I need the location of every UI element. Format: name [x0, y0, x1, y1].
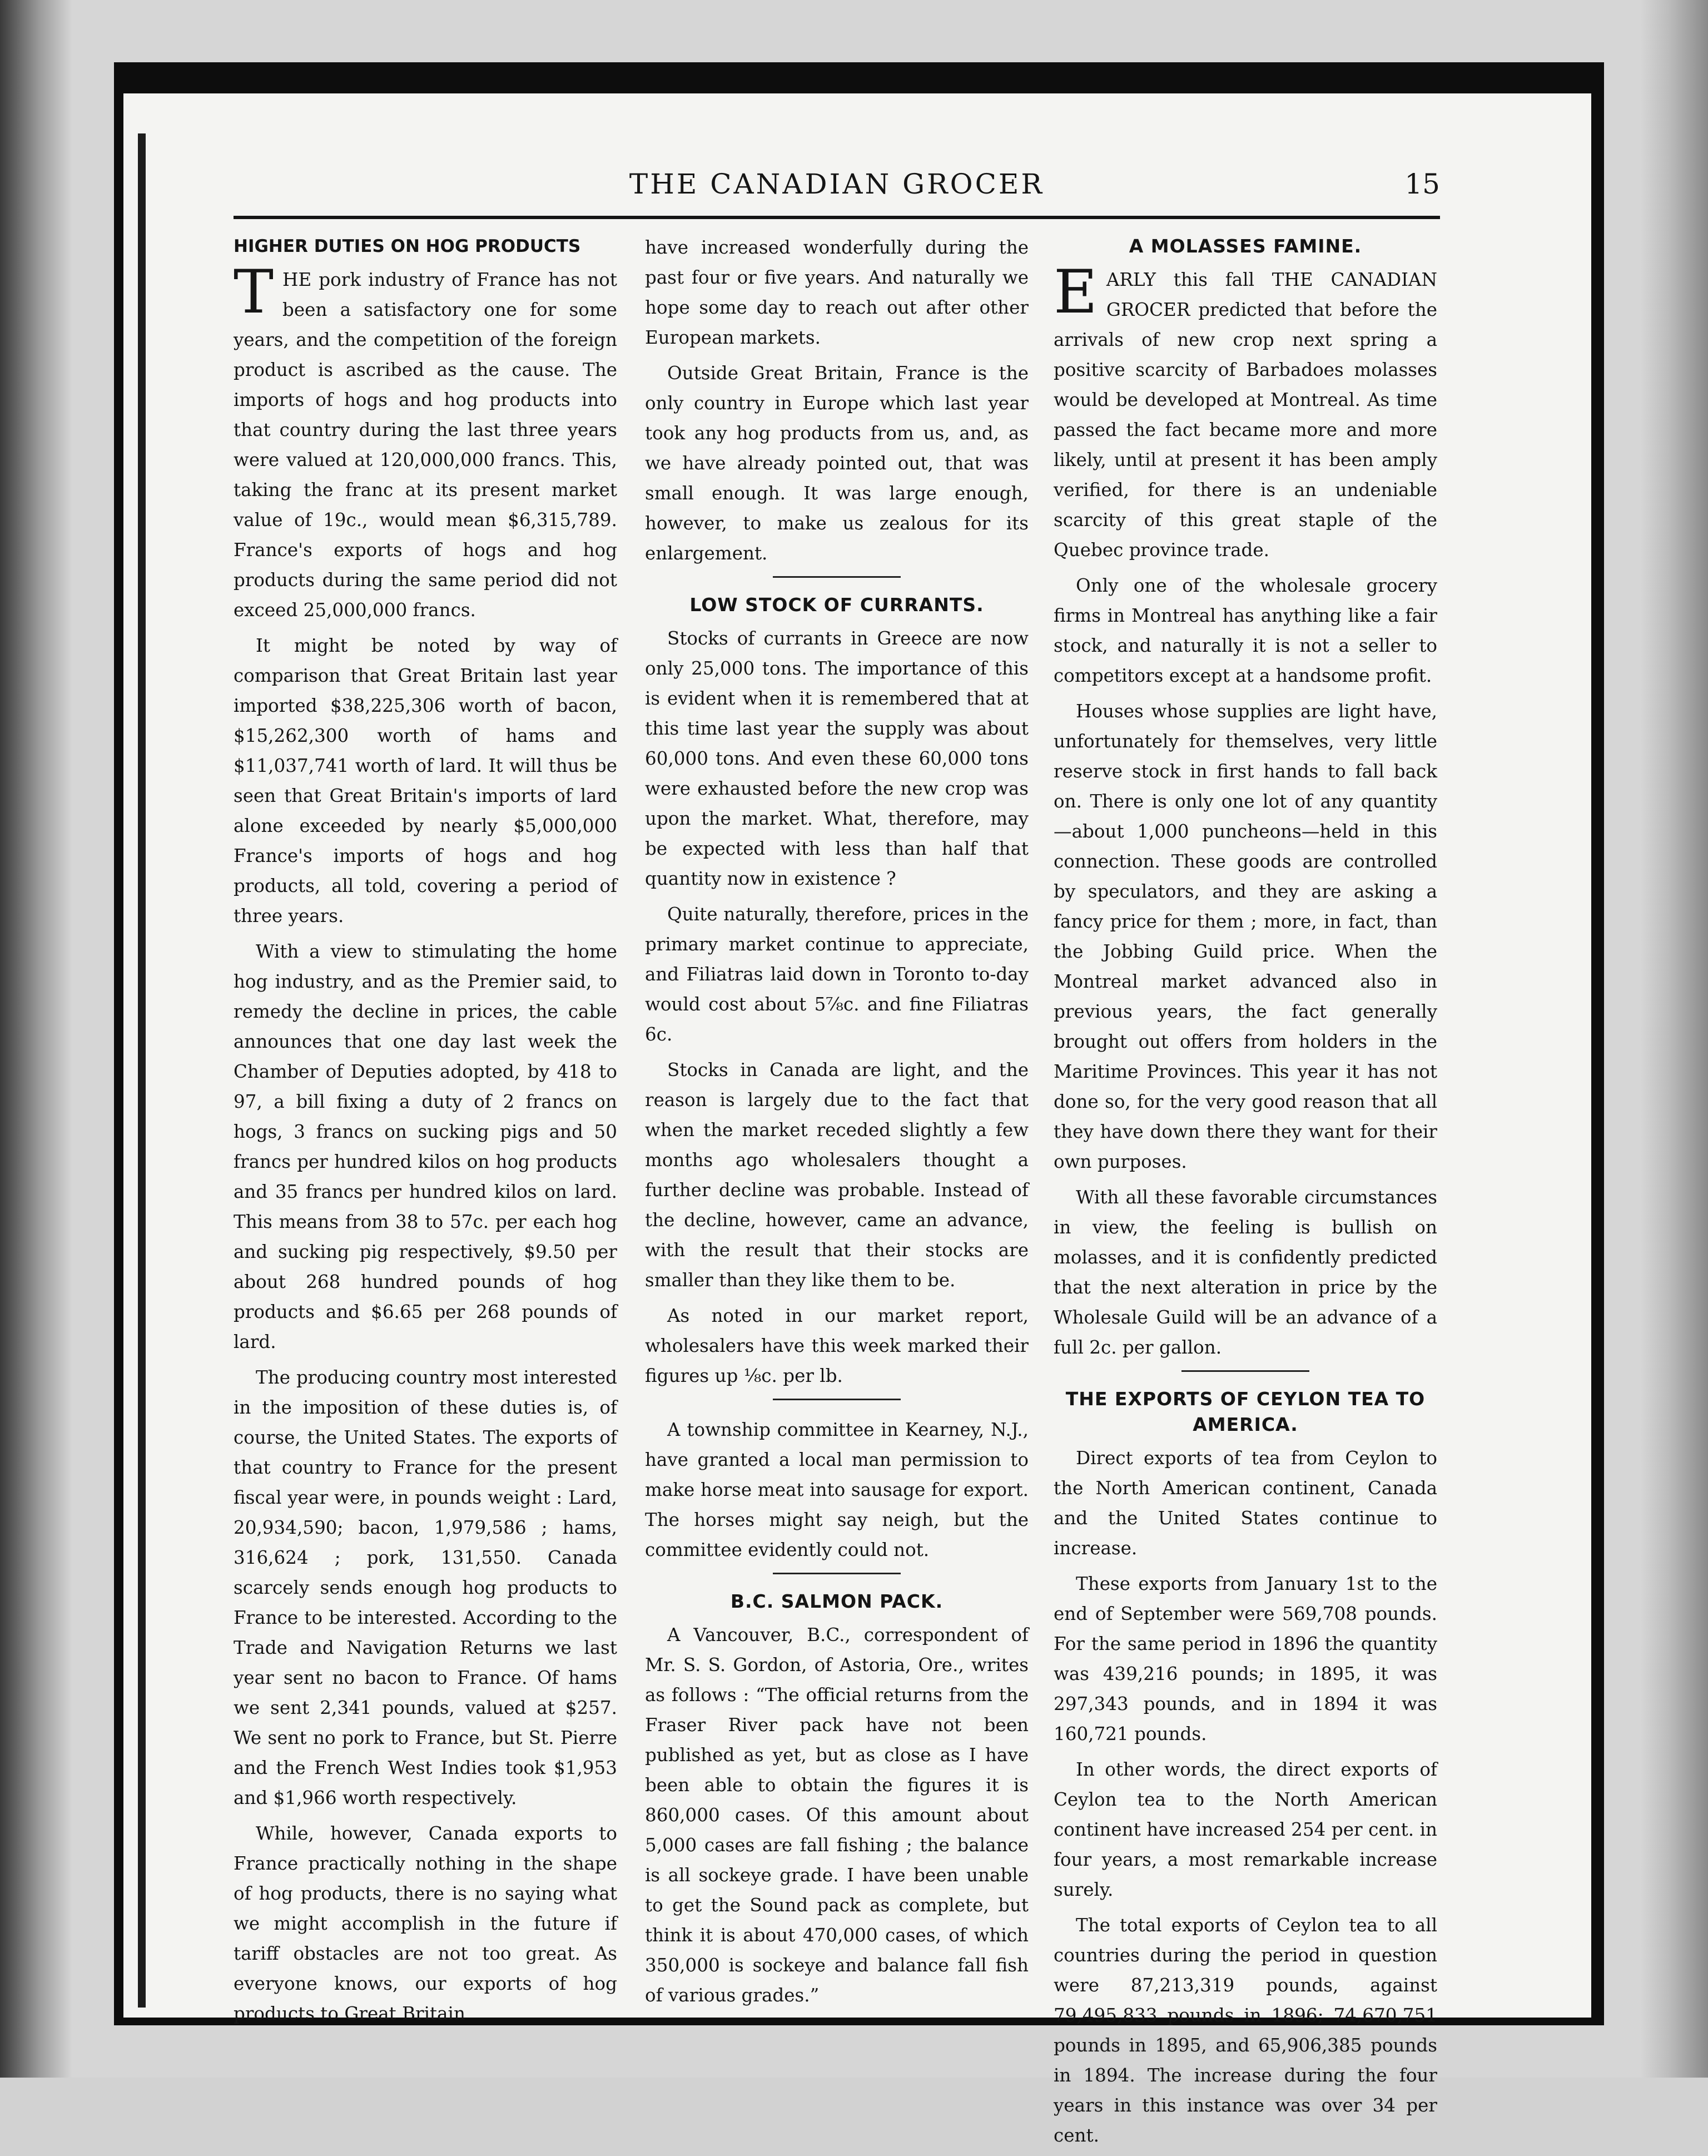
- article-paragraph: Direct exports of tea from Ceylon to the North American continent, Canada and the United States continue to increase.: [1054, 1448, 1437, 1559]
- paragraph-text: ARLY this fall THE CANADIAN GROCER predicted that before the arrivals of new crop next spring a positive scarcity of Barbadoes molasses would be developed at Montreal. As time passed the fact became more and more likely, until at present it has been amply verified, for there is an undeniable scarcity of this great staple of the Quebec province trade.: [1054, 269, 1437, 561]
- article-heading-salmon: B.C. SALMON PACK.: [730, 1590, 944, 1612]
- article-paragraph: Outside Great Britain, France is the only country in Europe which last year took any hog products from us, and, as we have already pointed out, that was small enough. It was large enough, however, to make us zealous for its enlargement.: [645, 363, 1029, 564]
- column-2: [645, 232, 1029, 2016]
- article-heading-molasses: A MOLASSES FAMINE.: [1129, 235, 1362, 257]
- column-3: [1054, 232, 1437, 2156]
- section-divider: [773, 1399, 901, 1400]
- page-header: [234, 166, 1440, 219]
- article-paragraph: These exports from January 1st to the end of September were 569,708 pounds. For the same period in 1896 the quantity was 439,216 pounds; in 1895, it was 297,343 pounds, and in 1894 it was 160,721 pounds.: [1054, 1573, 1437, 1744]
- article-heading-currants: LOW STOCK OF CURRANTS.: [689, 594, 984, 616]
- article-paragraph: It might be noted by way of comparison that Great Britain last year imported $38,225,306 worth of bacon, $15,262,300 worth of hams and $11,037,741 worth of lard. It will thus be seen that Great Britain's imports of lard alone exceeded by nearly $5,000,000 France's imports of hogs and hog products, all told, covering a period of three years.: [234, 635, 617, 926]
- paragraph-text: HE pork industry of France has not been a satisfactory one for some years, and the competition of the foreign product is ascribed as the cause. The imports of hogs and hog products into that country during the last three years were valued at 120,000,000 francs. This, taking the franc at its present market value of 19c., would mean $6,315,789. France's exports of hogs and hog products during the same period did not exceed 25,000,000 francs.: [234, 269, 617, 621]
- drop-cap: E: [1054, 257, 1098, 327]
- binding-gutter: [138, 133, 146, 2008]
- article-paragraph: While, however, Canada exports to France practically nothing in the shape of hog products, there is no saying what we might accomplish in the future if tariff obstacles are not too great. As everyone knows, our exports of hog products to Great Britain: [234, 1823, 617, 2024]
- article-paragraph: In other words, the direct exports of Ceylon tea to the North American continent have increased 254 per cent. in four years, a most remarkable increase surely.: [1054, 1759, 1437, 1900]
- article-paragraph: Only one of the wholesale grocery firms in Montreal has anything like a fair stock, and naturally it is not a seller to competitors except at a handsome profit.: [1054, 575, 1437, 686]
- section-divider: [773, 576, 901, 578]
- article-paragraph: A township committee in Kearney, N.J., have granted a local man permission to make horse meat into sausage for export. The horses might say neigh, but the committee evidently could not.: [645, 1419, 1029, 1560]
- section-divider: [773, 1573, 901, 1574]
- article-paragraph: [1054, 257, 1437, 565]
- article-paragraph: The producing country most interested in the imposition of these duties is, of course, the United States. The exports of that country to France for the present fiscal year were, in pounds weight : Lard, 20,934,590; bacon, 1,979,586 ; hams, 316,624 ; pork, 131,550. Canada scarcely sends enough hog products to France to be interested. According to the Trade and Navigation Returns we last year sent no bacon to France. Of hams we sent 2,341 pounds, valued at $257. We sent no pork to France, but St. Pierre and the French West Indies took $1,953 and $1,966 worth respectively.: [234, 1367, 617, 1808]
- section-divider: [1181, 1370, 1309, 1372]
- drop-cap: T: [234, 257, 274, 327]
- article-paragraph: As noted in our market report, wholesalers have this week marked their figures up ⅛c. per lb.: [645, 1305, 1029, 1386]
- publication-title: THE CANADIAN GROCER: [629, 168, 1045, 200]
- article-paragraph: With all these favorable circumstances in view, the feeling is bullish on molasses, and it is confidently predicted that the next alteration in price by the Wholesale Guild will be an advance of a full 2c. per gallon.: [1054, 1187, 1437, 1358]
- article-paragraph: Quite naturally, therefore, prices in the primary market continue to appreciate, and Filiatras laid down in Toronto to-day would cost about 5⅞c. and fine Filiatras 6c.: [645, 904, 1029, 1045]
- page-number: 15: [1404, 168, 1440, 200]
- article-paragraph: Houses whose supplies are light have, unfortunately for themselves, very little reserve stock in first hands to fall back on. There is only one lot of any quantity—about 1,000 puncheons—held in this connection. These goods are controlled by speculators, and they are asking a fancy price for them ; more, in fact, than the Jobbing Guild price. When the Montreal market advanced also in previous years, the fact generally brought out offers from holders in the Maritime Provinces. This year it has not done so, for the very good reason that all they have down there they want for their own purposes.: [1054, 701, 1437, 1172]
- article-heading-ceylon-tea: THE EXPORTS OF CEYLON TEA TO AMERICA.: [1065, 1388, 1426, 1435]
- article-heading-hog-duties: HIGHER DUTIES ON HOG PRODUCTS: [234, 236, 581, 256]
- article-paragraph: A Vancouver, B.C., correspondent of Mr. S. S. Gordon, of Astoria, Ore., writes as follows : “The official returns from the Fraser River pack have not been published as yet, but as close as I have been able to obtain the figures it is 860,000 cases. Of this amount about 5,000 cases are fall fishing ; the balance is all sockeye grade. I have been unable to get the Sound pack as complete, but think it is about 470,000 cases, of which 350,000 is sockeye and balance fall fish of various grades.”: [645, 1624, 1029, 2006]
- article-paragraph: With a view to stimulating the home hog industry, and as the Premier said, to remedy the decline in prices, the cable announces that one day last week the Chamber of Deputies adopted, by 418 to 97, a bill fixing a duty of 2 francs on hogs, 3 francs on sucking pigs and 50 francs per hundred kilos on hog products and 35 francs per hundred kilos on lard. This means from 38 to 57c. per each hog and sucking pig respectively, $9.50 per about 268 hundred pounds of hog products and $6.65 per 268 pounds of lard.: [234, 941, 617, 1352]
- article-paragraph: Stocks in Canada are light, and the reason is largely due to the fact that when the market receded slightly a few months ago wholesalers thought a further decline was probable. Instead of the decline, however, came an advance, with the result that their stocks are smaller than they like them to be.: [645, 1059, 1029, 1291]
- article-paragraph: Stocks of currants in Greece are now only 25,000 tons. The importance of this is evident when it is remembered that at this time last year the supply was about 60,000 tons. And even these 60,000 tons were exhausted before the new crop was upon the market. What, therefore, may be expected with less than half that quantity now in existence ?: [645, 628, 1029, 889]
- article-paragraph: The total exports of Ceylon tea to all countries during the period in question were 87,213,319 pounds, against 79,495,833 pounds in 1896; 74,670,751 pounds in 1895, and 65,906,385 pounds in 1894. The increase during the four years in this instance was over 34 per cent.: [1054, 1915, 1437, 2146]
- article-paragraph: [234, 257, 617, 625]
- article-paragraph: have increased wonderfully during the past four or five years. And naturally we hope some day to reach out after other European markets.: [645, 237, 1029, 348]
- column-1: [234, 232, 617, 2034]
